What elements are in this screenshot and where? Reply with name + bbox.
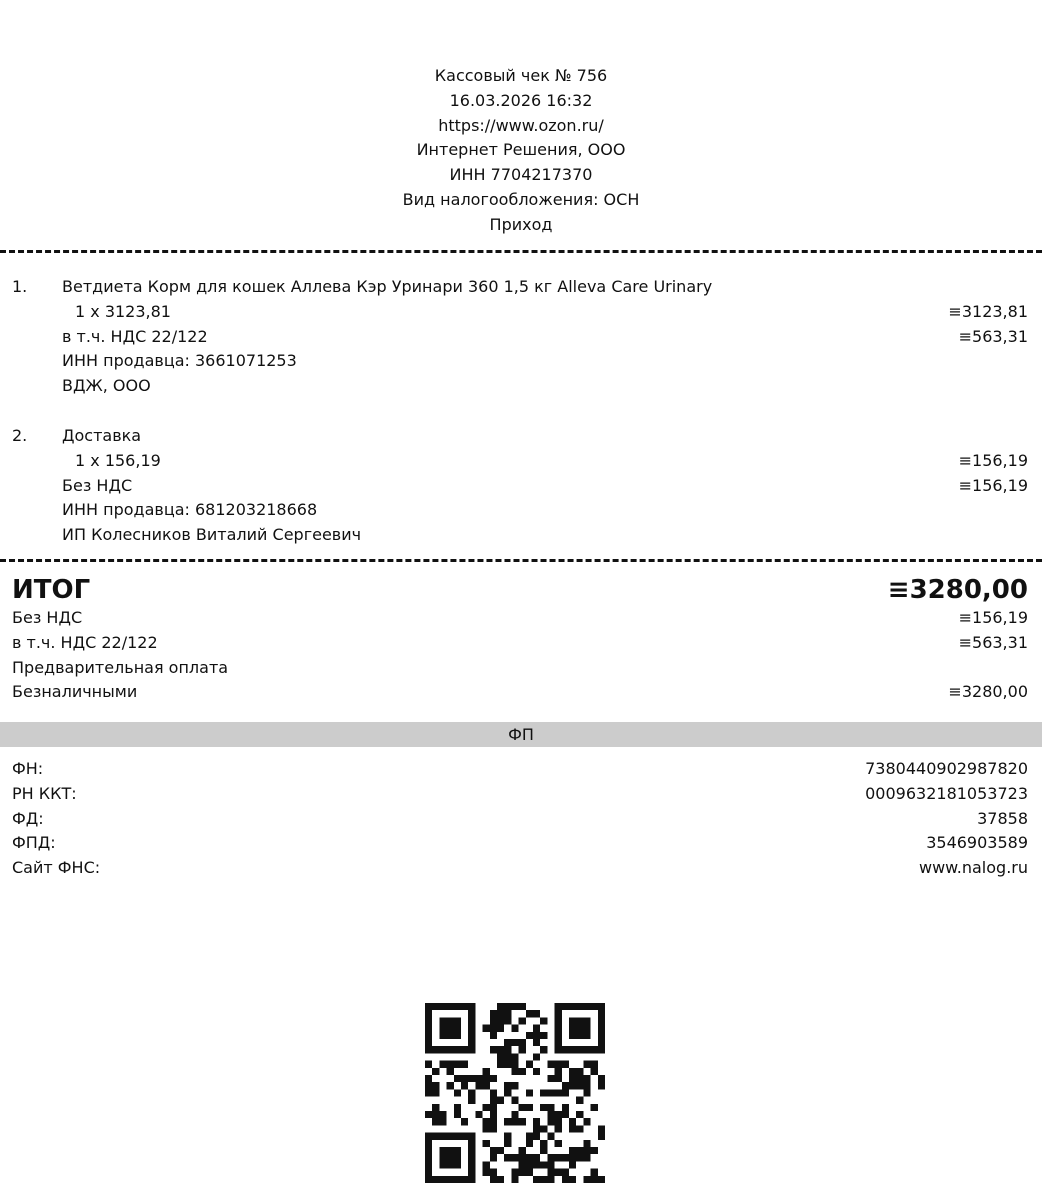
no-vat-value: ≡156,19 (958, 608, 1028, 627)
receipt-item (0, 275, 1042, 399)
item-number: 2. (12, 426, 28, 445)
item-sum: ≡156,19 (958, 450, 1028, 470)
total-value: ≡3280,00 (887, 575, 1028, 605)
item-vat-label: Без НДС (62, 475, 133, 495)
item-name: Доставка (62, 426, 142, 445)
fd-label: ФД: (12, 808, 44, 828)
rn-kkt-label: РН ККТ: (12, 783, 77, 803)
receipt-item (0, 424, 1042, 548)
receipt-datetime: 16.03.2026 16:32 (449, 90, 593, 110)
operation-type: Приход (489, 214, 553, 234)
dashed-divider (0, 250, 1042, 253)
tax-system: Вид налогообложения: ОСН (402, 189, 640, 209)
rn-kkt-value: 0009632181053723 (865, 783, 1028, 803)
fp-band: ФП (0, 722, 1042, 747)
prepayment-label: Предварительная оплата (12, 657, 229, 677)
dashed-divider (0, 559, 1042, 562)
cashless-label: Безналичными (12, 682, 138, 702)
item-vat-value: ≡563,31 (958, 326, 1028, 346)
company-inn: ИНН 7704217370 (449, 165, 593, 185)
fpd-value: 3546903589 (926, 833, 1028, 853)
fn-value: 7380440902987820 (865, 759, 1028, 778)
receipt-header (0, 64, 1042, 238)
fns-site-label: Сайт ФНС: (12, 858, 101, 878)
item-vat-label: в т.ч. НДС 22/122 (62, 326, 208, 346)
fd-value: 37858 (977, 808, 1028, 828)
fns-site-value: www.nalog.ru (918, 858, 1028, 878)
fiscal-row (0, 856, 1042, 881)
vat-value: ≡563,31 (958, 632, 1028, 652)
item-name: Ветдиета Корм для кошек Аллева Кэр Уринари 360 1,5 кг Alleva Care Urinary (62, 277, 713, 296)
item-seller-name: ВДЖ, ООО (62, 376, 151, 396)
vat-label: в т.ч. НДС 22/122 (12, 632, 158, 652)
item-sum: ≡3123,81 (948, 301, 1028, 321)
qr-code-icon (425, 1003, 605, 1183)
fiscal-row (0, 757, 1042, 782)
fiscal-section (0, 757, 1042, 881)
item-qty-price: 1 x 156,19 (75, 450, 161, 470)
item-qty-price: 1 x 3123,81 (75, 301, 171, 321)
item-seller-inn: ИНН продавца: 3661071253 (62, 351, 297, 371)
fpd-label: ФПД: (12, 833, 56, 853)
item-vat-value: ≡156,19 (958, 475, 1028, 495)
total-label: ИТОГ (12, 575, 91, 605)
item-number: 1. (12, 277, 28, 296)
item-seller-name: ИП Колесников Виталий Сергеевич (62, 525, 362, 545)
fiscal-row (0, 782, 1042, 807)
fiscal-row (0, 831, 1042, 856)
fiscal-row (0, 807, 1042, 832)
no-vat-label: Без НДС (12, 608, 83, 627)
totals-section (0, 574, 1042, 705)
cashless-value: ≡3280,00 (948, 682, 1028, 702)
company-name: Интернет Решения, ООО (416, 140, 626, 160)
store-url: https://www.ozon.ru/ (438, 115, 604, 135)
receipt-title: Кассовый чек № 756 (434, 66, 608, 85)
item-seller-inn: ИНН продавца: 681203218668 (62, 500, 318, 520)
fn-label: ФН: (12, 759, 44, 778)
